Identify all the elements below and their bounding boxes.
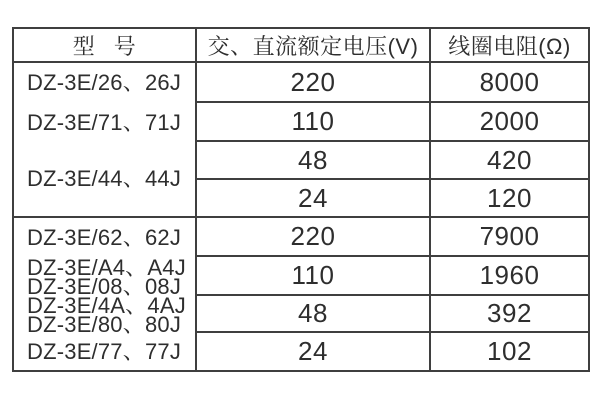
model-name: DZ-3E/26、26J	[27, 70, 182, 95]
voltage-cell: 48	[197, 142, 431, 180]
model-cell-section2	[14, 218, 197, 370]
model-name: DZ-3E/4A、4AJ	[27, 292, 186, 318]
model-name: DZ-3E/44、44J	[27, 166, 182, 191]
model-group	[14, 254, 195, 299]
voltage-cell: 48	[197, 296, 431, 333]
resistance-cell: 392	[431, 296, 588, 333]
model-group	[14, 218, 195, 257]
model-name: DZ-3E/62、62J	[27, 224, 182, 250]
header-cell-voltage: 交、直流额定电压(V)	[197, 29, 431, 63]
voltage-cell: 220	[197, 218, 431, 257]
model-group	[14, 292, 195, 337]
resistance-cell: 2000	[431, 103, 588, 142]
model-name: DZ-3E/77、77J	[27, 338, 182, 364]
resistance-cell: 102	[487, 336, 532, 366]
voltage-cell: 110	[197, 103, 431, 142]
model-name: DZ-3E/A4、A4J	[27, 254, 186, 280]
model-group	[14, 103, 195, 142]
header-cell-resistance: 线圈电阻(Ω)	[431, 29, 588, 63]
voltage-cell: 110	[197, 257, 431, 296]
model-name: DZ-3E/08、08J	[27, 273, 182, 299]
model-name: DZ-3E/80、80J	[27, 311, 182, 337]
resistance-cell: 1960	[431, 257, 588, 296]
model-cell-section1	[14, 63, 197, 218]
resistance-cell: 8000	[431, 63, 588, 103]
resistance-cell: 7900	[431, 218, 588, 257]
model-group	[14, 333, 195, 370]
voltage-cell: 24	[197, 333, 431, 370]
resistance-cell: 420	[431, 142, 588, 180]
model-group	[14, 142, 195, 216]
model-group	[14, 63, 195, 103]
voltage-cell: 24	[197, 180, 431, 218]
voltage-cell: 220	[197, 63, 431, 103]
model-name: DZ-3E/71、71J	[27, 109, 182, 135]
header-cell-model: 型 号	[14, 29, 197, 63]
relay-spec-table	[12, 27, 590, 372]
resistance-cell: 120	[431, 180, 588, 218]
